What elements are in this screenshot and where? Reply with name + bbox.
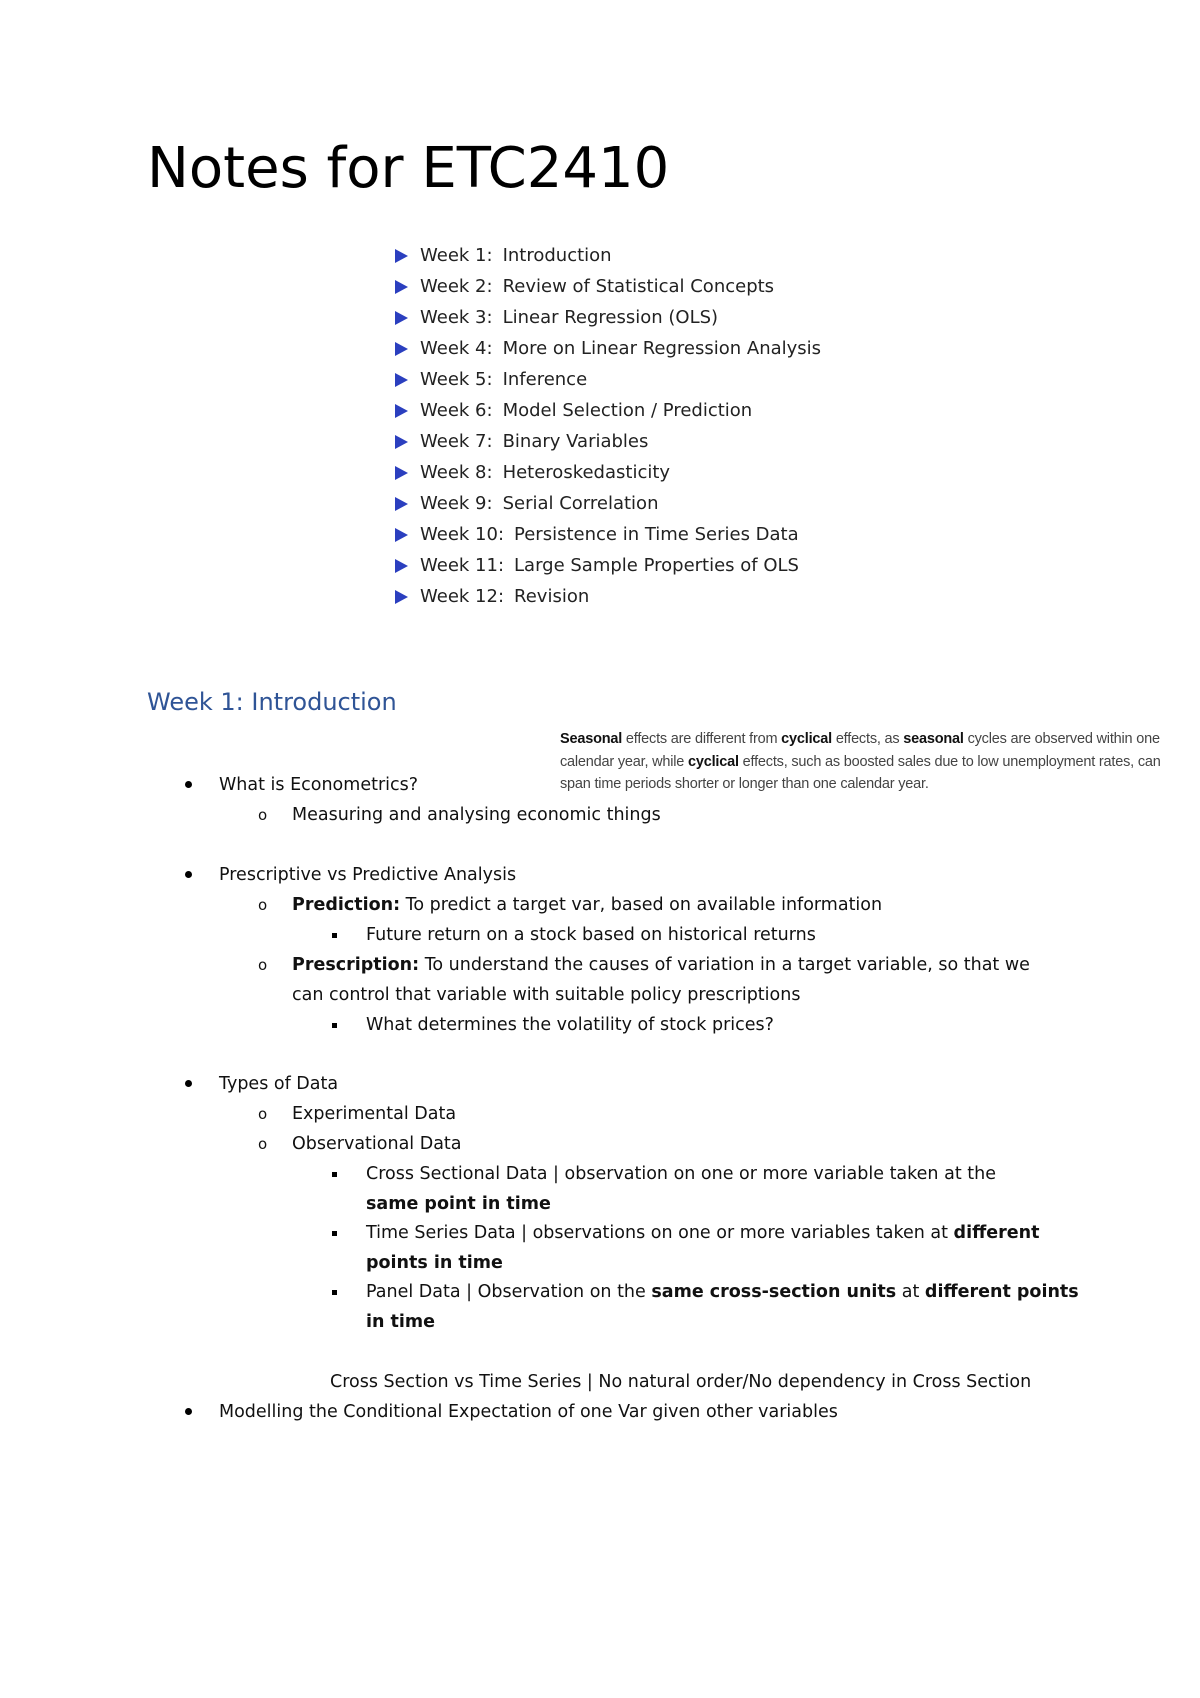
list-item-prediction: Prediction: To predict a target var, based on available information [292,895,883,915]
bullet-circle: o [258,956,268,974]
toc-topic: Linear Regression (OLS) [502,307,719,328]
bullet-square [332,1172,337,1177]
triangle-bullet-icon [395,404,408,418]
cross-section-vs-time-series: Cross Section vs Time Series | No natural order/No dependency in Cross Section [330,1372,1032,1392]
bullet-square [332,933,337,938]
triangle-bullet-icon [395,466,408,480]
toc-topic: Persistence in Time Series Data [514,524,799,545]
list-item-time-series-cont: points in time [366,1253,503,1273]
bullet-circle: o [258,1135,268,1153]
toc-week-label: Week 7: [420,431,493,452]
toc-topic: Large Sample Properties of OLS [514,555,799,576]
document-title: Notes for ETC2410 [147,136,670,201]
list-item-cross-sectional: Cross Sectional Data | observation on one or more variable taken at the [366,1164,996,1184]
toc-item [395,457,821,488]
toc-week-label: Week 4: [420,338,493,359]
toc-week-label: Week 6: [420,400,493,421]
toc-item [395,426,821,457]
toc-topic: Revision [514,586,590,607]
list-item-observational: Observational Data [292,1134,462,1154]
toc-topic: Binary Variables [502,431,649,452]
section-heading-week-1: Week 1: Introduction [147,688,397,716]
toc-item [395,364,821,395]
toc-week-label: Week 12: [420,586,505,607]
toc-item [395,488,821,519]
toc-item [395,240,821,271]
toc-topic: Heteroskedasticity [502,462,671,483]
list-item-time-series: Time Series Data | observations on one or more variables taken at different [366,1223,1040,1243]
triangle-bullet-icon [395,590,408,604]
triangle-bullet-icon [395,249,408,263]
toc-item [395,333,821,364]
toc-item [395,550,821,581]
triangle-bullet-icon [395,342,408,356]
list-item-prescription-cont: can control that variable with suitable policy prescriptions [292,985,801,1005]
seasonal-vs-cyclical-note: Seasonal effects are different from cyclical effects, as seasonal cycles are observed within one calendar year, while cyclical effects, such as boosted sales due to low unemployment rates, can span time periods shorter or longer than one calendar year. [560,731,1161,792]
list-item-measuring: Measuring and analysing economic things [292,805,661,825]
list-item-what-is: What is Econometrics? [219,775,419,795]
toc-week-label: Week 11: [420,555,505,576]
triangle-bullet-icon [395,280,408,294]
bullet-circle: o [258,1105,268,1123]
triangle-bullet-icon [395,435,408,449]
toc-week-label: Week 8: [420,462,493,483]
list-item-prescription: Prescription: To understand the causes of variation in a target variable, so that we [292,955,1030,975]
toc-week-label: Week 9: [420,493,493,514]
list-item-prescription-example: What determines the volatility of stock prices? [366,1015,774,1035]
list-item-types-of-data: Types of Data [219,1074,339,1094]
toc-item [395,395,821,426]
list-item-cross-sectional-cont: same point in time [366,1194,551,1214]
bullet-square [332,1290,337,1295]
list-item-panel-data: Panel Data | Observation on the same cross-section units at different points [366,1282,1079,1302]
toc-topic: Review of Statistical Concepts [502,276,775,297]
toc-topic: Serial Correlation [502,493,659,514]
triangle-bullet-icon [395,373,408,387]
toc-week-label: Week 3: [420,307,493,328]
toc-item [395,581,821,612]
toc-item [395,302,821,333]
toc-topic: Introduction [502,245,612,266]
triangle-bullet-icon [395,528,408,542]
bullet-square [332,1231,337,1236]
list-item-experimental: Experimental Data [292,1104,457,1124]
toc-week-label: Week 1: [420,245,493,266]
bullet-dot [185,871,192,878]
list-item-modelling: Modelling the Conditional Expectation of one Var given other variables [219,1402,838,1422]
bullet-circle: o [258,806,268,824]
list-item-prescriptive: Prescriptive vs Predictive Analysis [219,865,517,885]
toc-week-label: Week 10: [420,524,505,545]
bullet-dot [185,1080,192,1087]
toc-topic: Inference [502,369,588,390]
week-contents-list [395,240,821,612]
bullet-square [332,1023,337,1028]
bullet-dot [185,1408,192,1415]
toc-item [395,519,821,550]
list-item-panel-data-cont: in time [366,1312,436,1332]
triangle-bullet-icon [395,311,408,325]
bullet-circle: o [258,896,268,914]
triangle-bullet-icon [395,559,408,573]
toc-item [395,271,821,302]
triangle-bullet-icon [395,497,408,511]
toc-week-label: Week 2: [420,276,493,297]
toc-week-label: Week 5: [420,369,493,390]
toc-topic: Model Selection / Prediction [502,400,753,421]
toc-topic: More on Linear Regression Analysis [502,338,822,359]
list-item-prediction-example: Future return on a stock based on historical returns [366,925,816,945]
bullet-dot [185,781,192,788]
